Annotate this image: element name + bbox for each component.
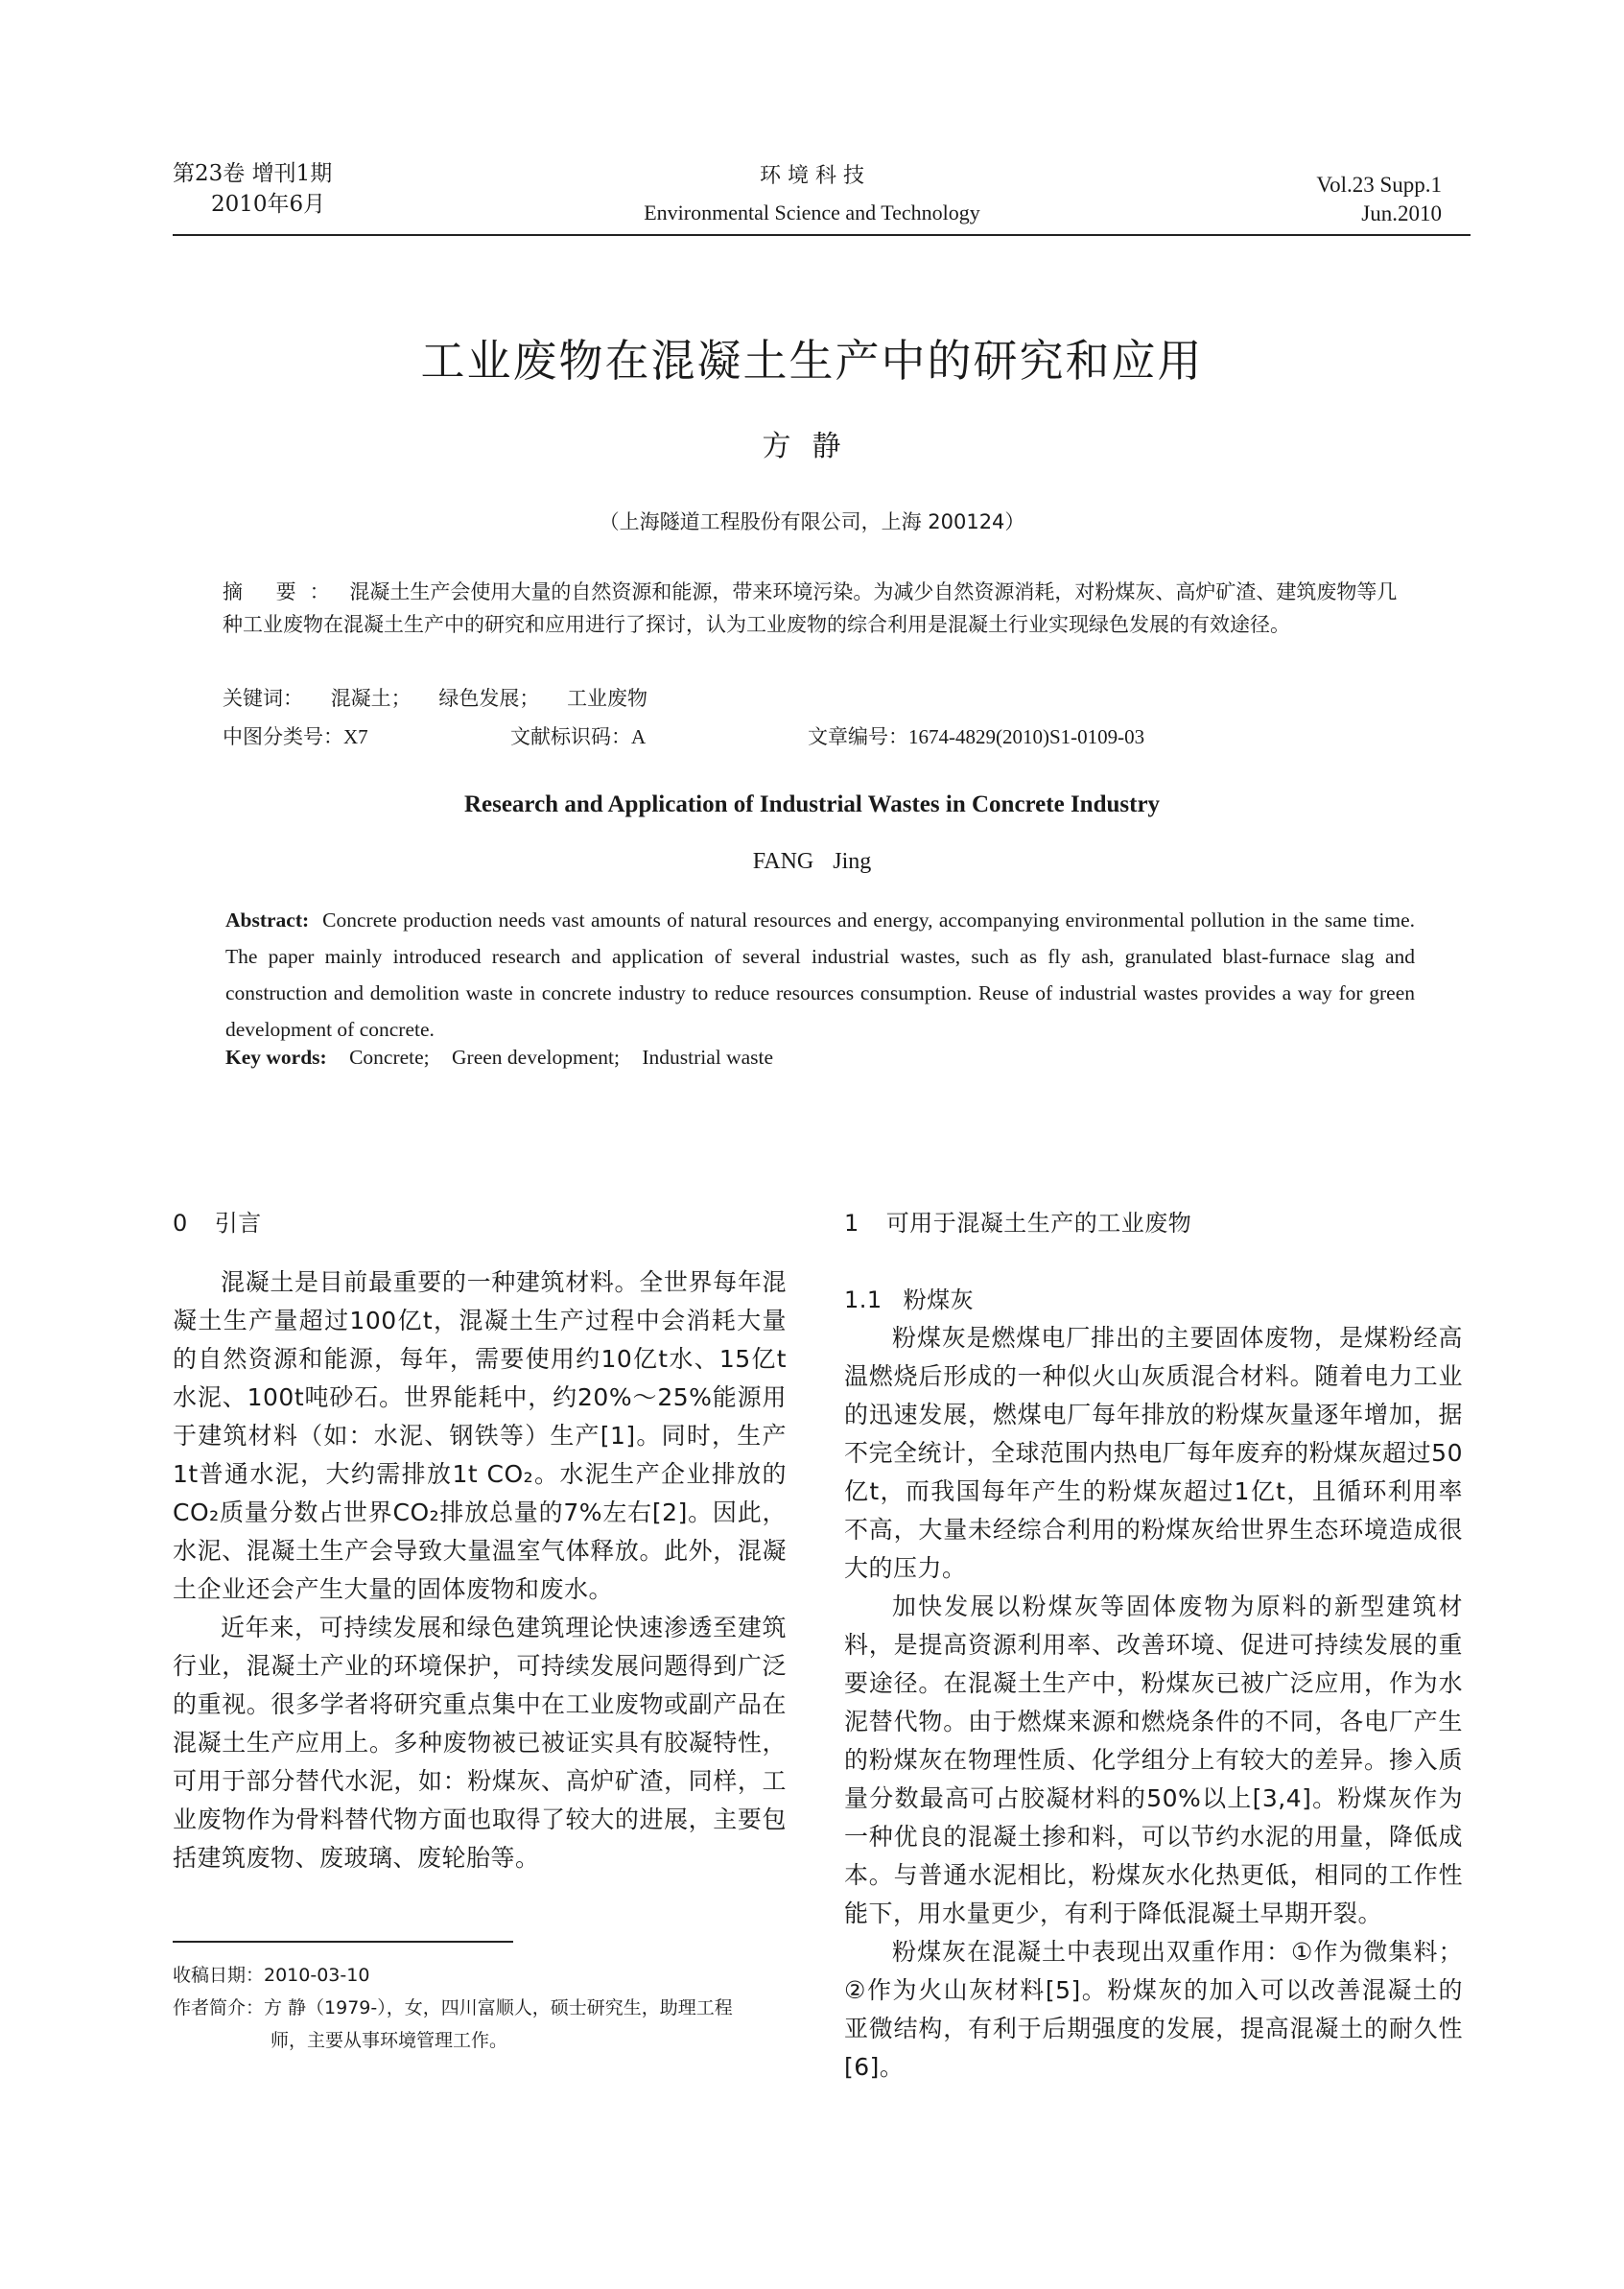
doc-code: A <box>631 725 647 748</box>
volume-label: Vol.23 Supp.1 <box>1316 173 1442 197</box>
keyword-en: Green development; <box>452 1046 620 1069</box>
volume-info <box>1316 171 1442 228</box>
abstract-label-en: Abstract: <box>225 909 310 932</box>
received-date: 收稿日期：2010-03-10 <box>173 1965 370 1986</box>
keywords-label-cn: 关键词： <box>223 687 303 710</box>
keyword: 工业废物 <box>567 687 648 710</box>
clc-label: 中图分类号： <box>223 725 343 748</box>
author-bio-cont: 师，主要从事环境管理工作。 <box>271 2030 508 2051</box>
article-no-label: 文章编号： <box>808 725 908 748</box>
section-number: 0 <box>173 1210 188 1237</box>
left-column <box>173 1204 787 1877</box>
volume-date: Jun.2010 <box>1361 201 1442 225</box>
issue-date: 2010年6月 <box>211 192 326 217</box>
header-divider <box>173 234 1471 236</box>
classification-row <box>223 721 1412 750</box>
author-affiliation: （上海隧道工程股份有限公司，上海 200124） <box>599 510 1025 533</box>
keywords-label-en: Key words: <box>225 1046 327 1069</box>
doc-code-label: 文献标识码： <box>510 725 631 748</box>
subsection-number: 1.1 <box>844 1286 883 1313</box>
author-name-en <box>0 849 1624 875</box>
journal-name <box>499 158 1125 231</box>
keyword-en: Concrete; <box>349 1046 430 1069</box>
section-title: 引言 <box>214 1210 262 1237</box>
author-bio: 作者简介：方 静（1979-），女，四川富顺人，硕士研究生，助理工程 <box>173 1997 733 2018</box>
clc-code: X7 <box>343 725 368 748</box>
author-given-name: Jing <box>833 849 872 874</box>
keywords-cn <box>223 683 669 712</box>
journal-name-cn: 环 境 科 技 <box>760 164 864 188</box>
section-heading <box>173 1204 787 1242</box>
section-number: 1 <box>844 1210 859 1237</box>
keyword-en: Industrial waste <box>642 1046 774 1069</box>
keyword: 绿色发展； <box>438 687 540 710</box>
article-title: 工业废物在混凝土生产中的研究和应用 <box>420 335 1204 387</box>
article-title-en: Research and Application of Industrial Wastes in Concrete Industry <box>463 791 1161 817</box>
abstract-text-en: Concrete production needs vast amounts of natural resources and energy, accompanying environmental pollution in the same time. The paper mainly introduced research and application of several industrial wastes, such as fly ash, granulated blast-furnace slag and construction and demolition waste in concrete industry to reduce resources consumption. Reuse of industrial wastes provides a way for green development of concrete. <box>225 909 1415 1041</box>
abstract-cn <box>223 576 1412 641</box>
subsection-title: 粉煤灰 <box>903 1286 975 1313</box>
paragraph: 粉煤灰是燃煤电厂排出的主要固体废物，是煤粉经高温燃烧后形成的一种似火山灰质混合材料。随着电力工业的迅速发展，燃煤电厂每年排放的粉煤灰量逐年增加，据不完全统计，全球范围内热电厂每年废弃的粉煤灰超过50亿t，而我国每年产生的粉煤灰超过1亿t，且循环利用率不高，大量未经综合利用的粉煤灰给世界生态环境造成很大的压力。 <box>844 1324 1463 1582</box>
paragraph: 加快发展以粉煤灰等固体废物为原料的新型建筑材料，是提高资源利用率、改善环境、促进可持续发展的重要途径。在混凝土生产中，粉煤灰已被广泛应用，作为水泥替代物。由于燃煤来源和燃烧条件的不同，各电厂产生的粉煤灰在物理性质、化学组分上有较大的差异。掺入质量分数最高可占胶凝材料的50%以上[3,4]。粉煤灰作为一种优良的混凝土掺和料，可以节约水泥的用量，降低成本。与普通水泥相比，粉煤灰水化热更低，相同的工作性能下，用水量更少，有利于降低混凝土早期开裂。 <box>844 1593 1463 1927</box>
footnote-divider <box>173 1941 513 1943</box>
issue-line: 第23卷 增刊1期 <box>173 161 333 186</box>
abstract-text-cn: 混凝土生产会使用大量的自然资源和能源，带来环境污染。为减少自然资源消耗，对粉煤灰、高炉矿渣、建筑废物等几种工业废物在混凝土生产中的研究和应用进行了探讨，认为工业废物的综合利用是混凝土行业实现绿色发展的有效途径。 <box>223 580 1398 636</box>
section-title: 可用于混凝土生产的工业废物 <box>885 1210 1192 1237</box>
article-no: 1674-4829(2010)S1-0109-03 <box>908 725 1145 748</box>
author-name: 方静 <box>762 430 862 463</box>
subsection-heading <box>844 1281 1463 1319</box>
keyword: 混凝土； <box>330 687 412 710</box>
keywords-en <box>225 1046 790 1070</box>
paragraph: 混凝土是目前最重要的一种建筑材料。全世界每年混凝土生产量超过100亿t，混凝土生产过程中会消耗大量的自然资源和能源，每年，需要使用约10亿t水、15亿t水泥、100t吨砂石。世界能耗中，约20%～25%能源用于建筑材料（如：水泥、钢铁等）生产[1]。同时，生产1t普通水泥，大约需排放1t CO₂。水泥生产企业排放的CO₂质量分数占世界CO₂排放总量的7%左右[2]。因此，水泥、混凝土生产会导致大量温室气体释放。此外，混凝土企业还会产生大量的固体废物和废水。 <box>173 1268 787 1603</box>
issue-info <box>173 158 332 220</box>
abstract-label-cn: 摘 要： <box>223 580 343 603</box>
journal-name-en: Environmental Science and Technology <box>644 201 980 224</box>
abstract-en <box>225 902 1415 1048</box>
paragraph: 粉煤灰在混凝土中表现出双重作用：①作为微集料；②作为火山灰材料[5]。粉煤灰的加入可以改善混凝土的亚微结构，有利于后期强度的发展，提高混凝土的耐久性[6]。 <box>844 1938 1463 2081</box>
footnotes <box>173 1959 796 2057</box>
paragraph: 近年来，可持续发展和绿色建筑理论快速渗透至建筑行业，混凝土产业的环境保护，可持续发展问题得到广泛的重视。很多学者将研究重点集中在工业废物或副产品在混凝土生产应用上。多种废物被已被证实具有胶凝特性，可用于部分替代水泥，如：粉煤灰、高炉矿渣，同样，工业废物作为骨料替代物方面也取得了较大的进展，主要包括建筑废物、废玻璃、废轮胎等。 <box>173 1614 787 1872</box>
author-family-name: FANG <box>752 849 814 874</box>
right-column <box>844 1204 1463 2087</box>
section-heading <box>844 1204 1463 1242</box>
